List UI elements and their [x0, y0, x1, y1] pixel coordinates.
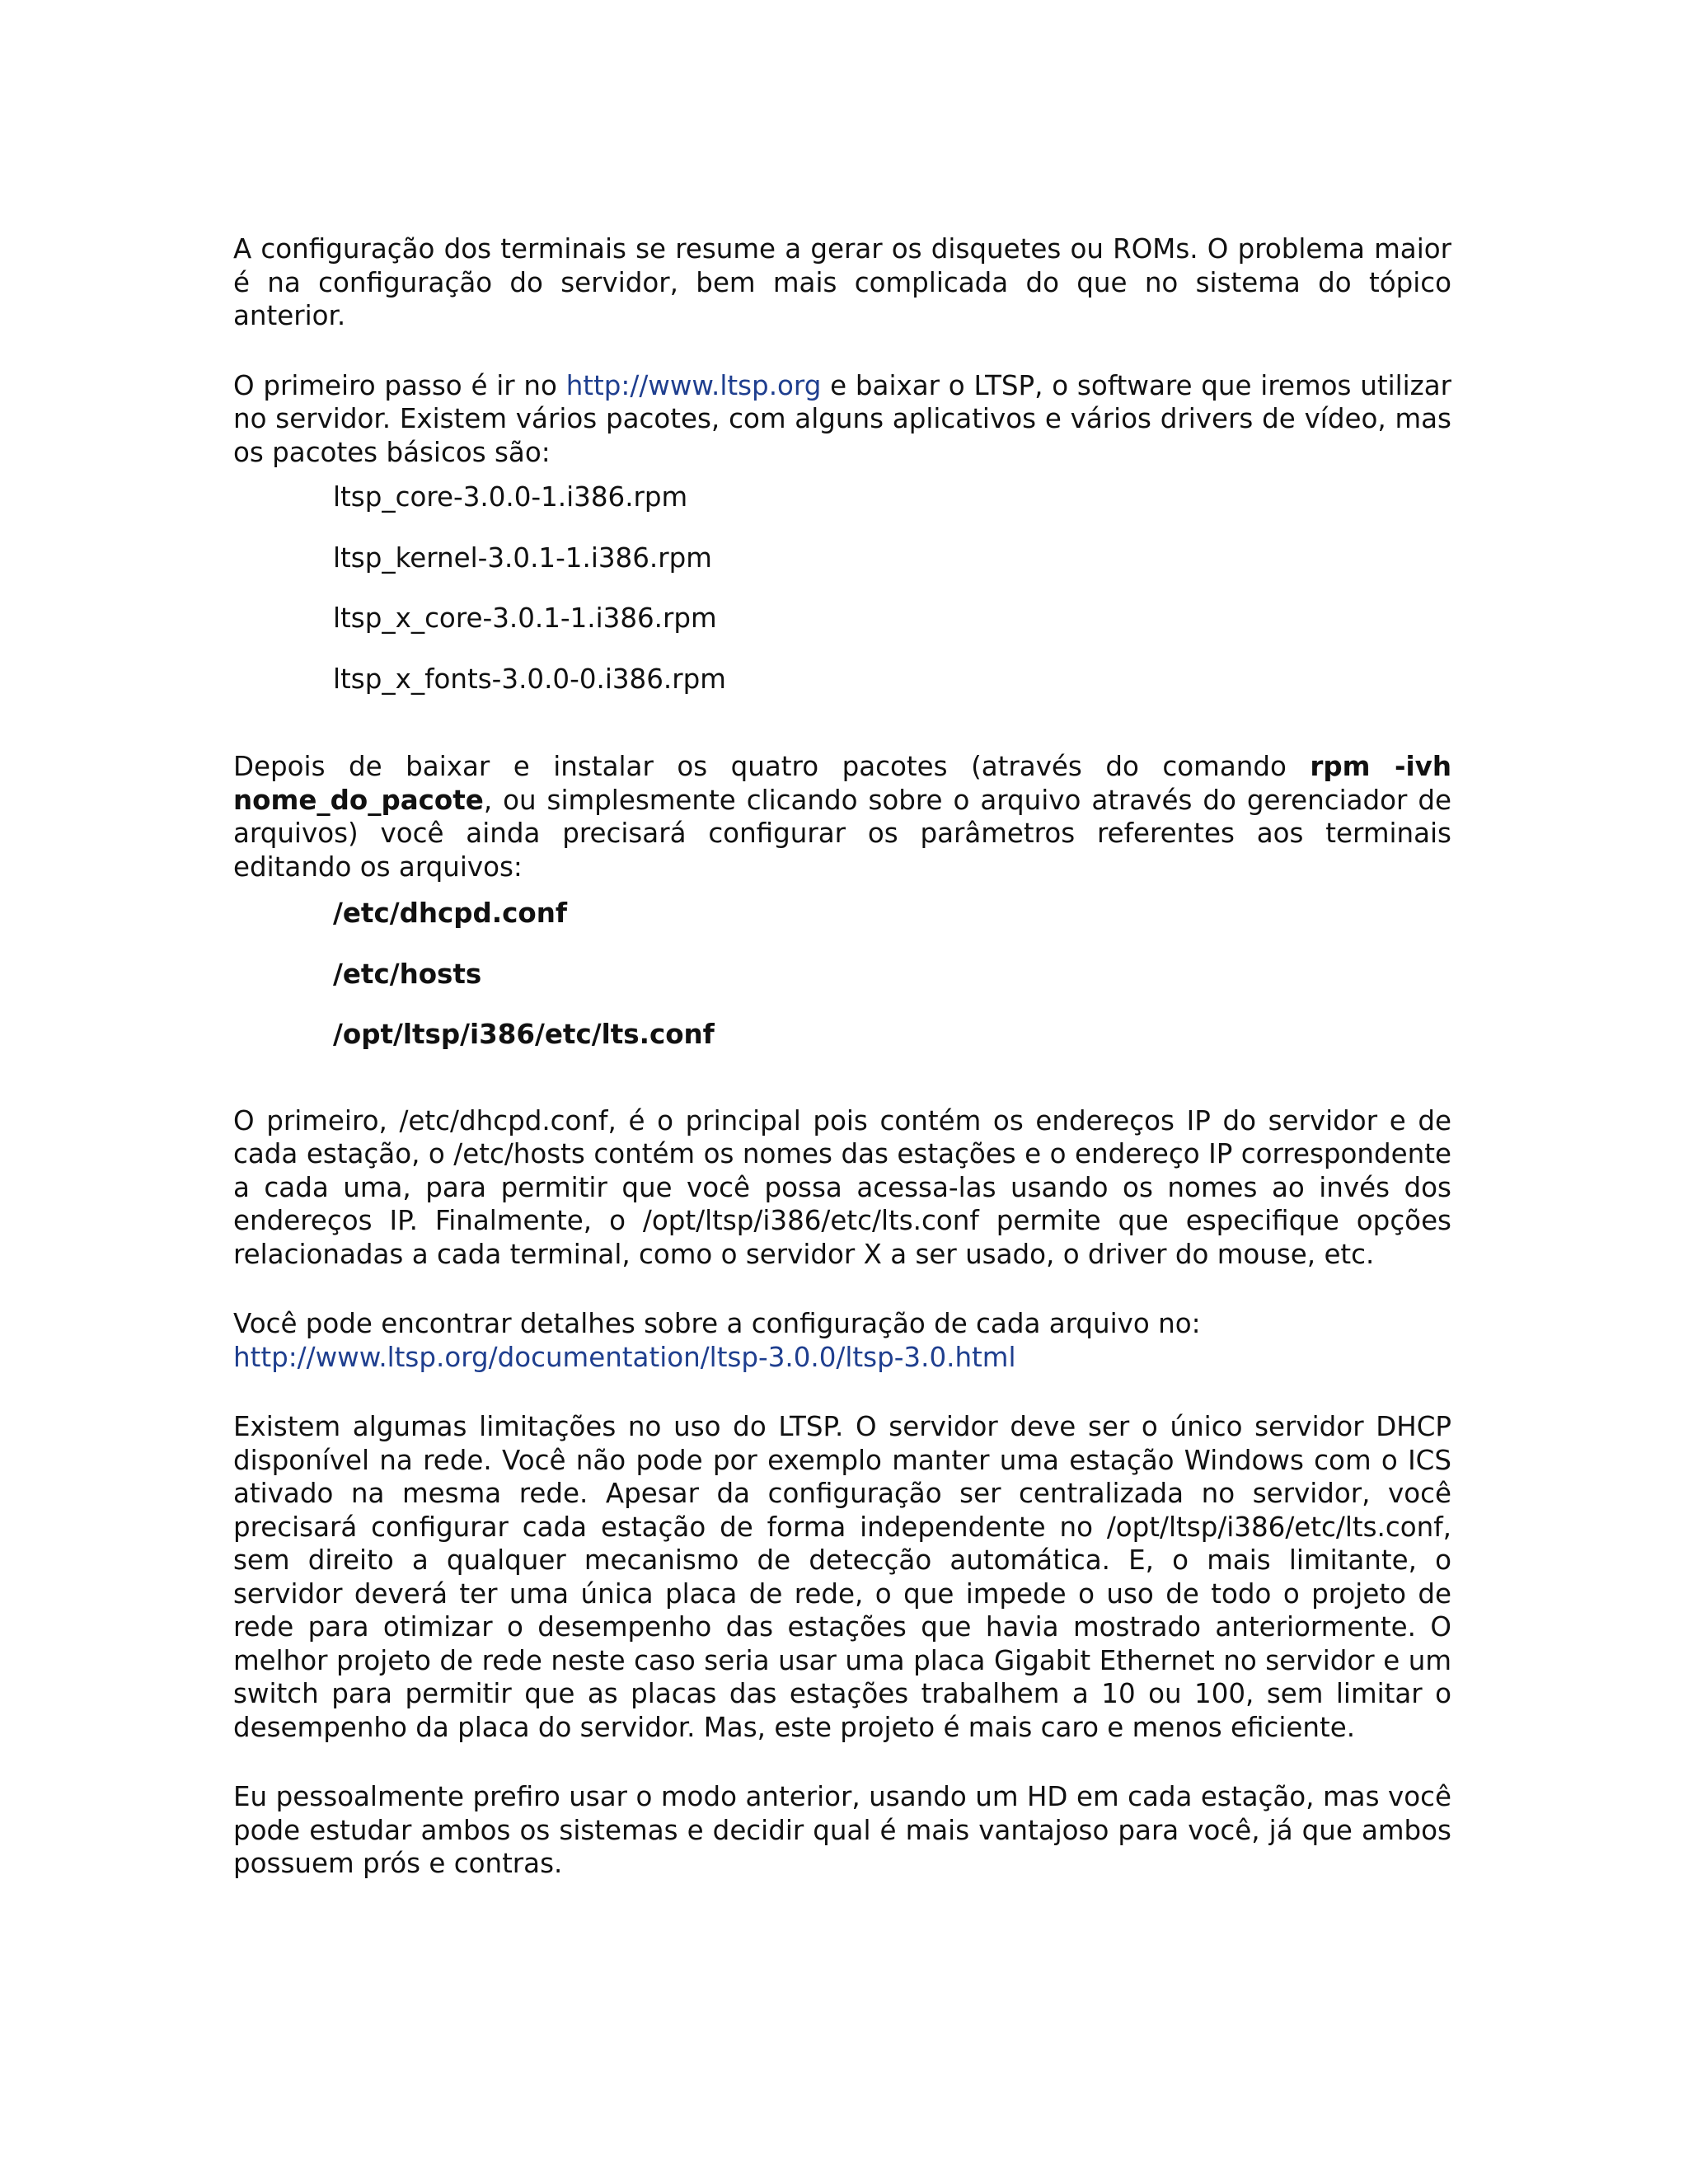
paragraph-install	[233, 750, 1451, 883]
paragraph-limitations: Existem algumas limitações no uso do LTSP. O servidor deve ser o único servidor DHCP disponível na rede. Você não pode por exemplo manter uma estação Windows com o ICS ativado na mesma rede. Apesar da configuração ser centralizada no servidor, você precisará configurar cada estação de forma independente no /opt/ltsp/i386/etc/lts.conf, sem direito a qualquer mecanismo de detecção automática. E, o mais limitante, o servidor deverá ter uma única placa de rede, o que impede o uso de todo o projeto de rede para otimizar o desempenho das estações que havia mostrado anteriormente. O melhor projeto de rede neste caso seria usar uma placa Gigabit Ethernet no servidor e um switch para permitir que as placas das estações trabalhem a 10 ou 100, sem limitar o desempenho da placa do servidor. Mas, este projeto é mais caro e menos eficiente.	[233, 1411, 1451, 1743]
paragraph-first-step	[233, 369, 1451, 470]
config-file-list	[233, 897, 1451, 1052]
paragraph-details	[233, 1307, 1451, 1374]
document-page	[233, 232, 1451, 1881]
config-file-item: /opt/ltsp/i386/etc/lts.conf	[333, 1019, 715, 1050]
config-file-item: /etc/hosts	[333, 958, 482, 990]
paragraph-conclusion: Eu pessoalmente prefiro usar o modo anterior, usando um HD em cada estação, mas você pode estudar ambos os sistemas e decidir qual é mais vantajoso para você, já que ambos possuem prós e contras.	[233, 1781, 1451, 1879]
package-item: ltsp_kernel-3.0.1-1.i386.rpm	[333, 541, 712, 574]
paragraph-intro: A configuração dos terminais se resume a gerar os disquetes ou ROMs. O problema maior é na configuração do servidor, bem mais complicada do que no sistema do tópico anterior.	[233, 233, 1451, 331]
ltsp-documentation-link[interactable]: http://www.ltsp.org/documentation/ltsp-3.0.0/ltsp-3.0.html	[233, 1341, 1016, 1373]
package-list	[233, 480, 1451, 696]
ltsp-site-link[interactable]: http://www.ltsp.org	[565, 369, 822, 401]
paragraph-details-text: Você pode encontrar detalhes sobre a configuração de cada arquivo no:	[233, 1308, 1201, 1339]
paragraph-first-step-text-b: e baixar o LTSP, o software que iremos utilizar no servidor. Existem vários pacotes, com alguns aplicativos e vários drivers de vídeo, mas os pacotes básicos são:	[233, 369, 1452, 468]
paragraph-install-text-a: Depois de baixar e instalar os quatro pacotes (através do comando	[233, 751, 1311, 782]
paragraph-files-explained: O primeiro, /etc/dhcpd.conf, é o principal pois contém os endereços IP do servidor e de cada estação, o /etc/hosts contém os nomes das estações e o endereço IP correspondente a cada uma, para permitir que você possa acessa-las usando os nomes ao invés dos endereços IP. Finalmente, o /opt/ltsp/i386/etc/lts.conf permite que especifique opções relacionadas a cada terminal, como o servidor X a ser usado, o driver do mouse, etc.	[233, 1104, 1451, 1270]
package-item: ltsp_x_fonts-3.0.0-0.i386.rpm	[333, 663, 726, 695]
rpm-command: rpm -ivh nome_do_pacote	[233, 751, 1451, 816]
paragraph-first-step-text-a: O primeiro passo é ir no	[233, 369, 566, 401]
package-item: ltsp_core-3.0.0-1.i386.rpm	[333, 481, 688, 513]
paragraph-install-text-b: , ou simplesmente clicando sobre o arquivo através do gerenciador de arquivos) você ainda precisará configurar os parâmetros referentes aos terminais editando os arquivos:	[233, 784, 1451, 883]
package-item: ltsp_x_core-3.0.1-1.i386.rpm	[333, 602, 717, 634]
config-file-item: /etc/dhcpd.conf	[333, 898, 567, 929]
